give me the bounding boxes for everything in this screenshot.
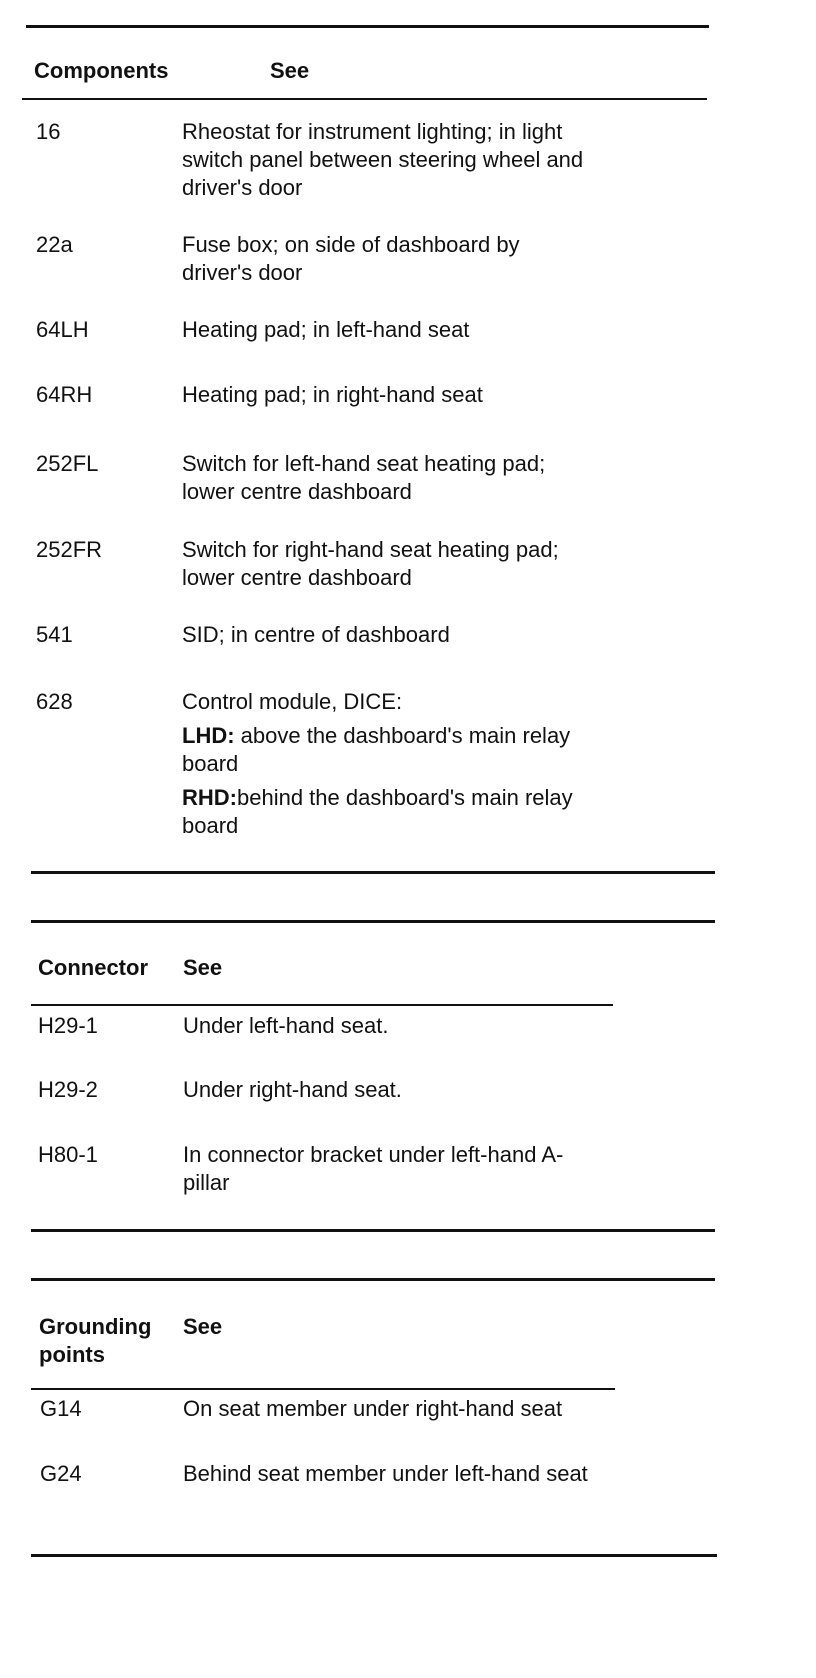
component-id: 64LH bbox=[36, 317, 89, 342]
connector-bottom-rule bbox=[31, 1229, 715, 1232]
location-line: Behind seat member under left-hand seat bbox=[183, 1461, 588, 1486]
location-line: Heating pad; in left-hand seat bbox=[182, 317, 470, 342]
component-location bbox=[182, 688, 662, 840]
grounding-id: G14 bbox=[40, 1396, 82, 1421]
location-line: Heating pad; in right-hand seat bbox=[182, 382, 483, 407]
grounding-header-rule bbox=[31, 1388, 615, 1390]
component-id: 252FR bbox=[36, 537, 103, 562]
grounding-top-rule bbox=[31, 1278, 715, 1281]
component-id: 16 bbox=[36, 119, 61, 144]
connector-header-rule bbox=[31, 1004, 613, 1006]
component-id: 22a bbox=[36, 232, 73, 257]
connector-top-rule bbox=[31, 920, 715, 923]
components-top-rule bbox=[26, 25, 709, 28]
grounding-location bbox=[183, 1460, 663, 1488]
location-line: board bbox=[182, 813, 239, 838]
lhd-text: above the dashboard's main relay bbox=[234, 723, 571, 748]
components-bottom-rule bbox=[31, 871, 715, 874]
component-location bbox=[182, 118, 662, 202]
rhd-line bbox=[182, 784, 662, 812]
component-location bbox=[182, 381, 662, 409]
connector-header-col1: Connector bbox=[38, 955, 148, 980]
lhd-label: LHD: bbox=[182, 723, 235, 748]
location-line: lower centre dashboard bbox=[182, 479, 412, 504]
location-line: pillar bbox=[183, 1170, 230, 1195]
location-line: Under right-hand seat. bbox=[183, 1077, 402, 1102]
connector-id: H29-2 bbox=[38, 1077, 98, 1102]
location-line: Control module, DICE: bbox=[182, 689, 403, 714]
location-line: board bbox=[182, 751, 239, 776]
grounding-header-col1-line1: Grounding bbox=[39, 1314, 152, 1339]
component-id: 541 bbox=[36, 622, 73, 647]
component-location bbox=[182, 450, 662, 506]
components-header-col1: Components bbox=[34, 58, 169, 83]
connector-header-col2: See bbox=[183, 955, 223, 980]
connector-id: H80-1 bbox=[38, 1142, 98, 1167]
component-id: 628 bbox=[36, 689, 73, 714]
component-location bbox=[182, 536, 662, 592]
grounding-bottom-rule bbox=[31, 1554, 717, 1557]
connector-location bbox=[183, 1141, 663, 1197]
component-id: 252FL bbox=[36, 451, 99, 476]
connector-id: H29-1 bbox=[38, 1013, 98, 1038]
connector-location bbox=[183, 1012, 663, 1040]
component-location bbox=[182, 231, 662, 287]
location-line: switch panel between steering wheel and bbox=[182, 147, 584, 172]
grounding-header-col1-line2: points bbox=[39, 1342, 105, 1367]
components-header-col2: See bbox=[270, 58, 310, 83]
component-location bbox=[182, 316, 662, 344]
components-header-rule bbox=[22, 98, 707, 100]
location-line: driver's door bbox=[182, 260, 303, 285]
location-line: Switch for left-hand seat heating pad; bbox=[182, 451, 546, 476]
rhd-text: behind the dashboard's main relay bbox=[237, 785, 573, 810]
location-line: driver's door bbox=[182, 175, 303, 200]
location-line: lower centre dashboard bbox=[182, 565, 412, 590]
lhd-line bbox=[182, 722, 662, 750]
location-line: SID; in centre of dashboard bbox=[182, 622, 450, 647]
rhd-label: RHD: bbox=[182, 785, 237, 810]
component-id: 64RH bbox=[36, 382, 93, 407]
location-line: Fuse box; on side of dashboard by bbox=[182, 232, 520, 257]
location-line: Rheostat for instrument lighting; in light bbox=[182, 119, 563, 144]
connector-location bbox=[183, 1076, 663, 1104]
location-line: Under left-hand seat. bbox=[183, 1013, 389, 1038]
grounding-id: G24 bbox=[40, 1461, 82, 1486]
location-line: Switch for right-hand seat heating pad; bbox=[182, 537, 559, 562]
component-location bbox=[182, 621, 662, 649]
grounding-header-col2: See bbox=[183, 1314, 223, 1339]
grounding-location bbox=[183, 1395, 663, 1423]
location-line: On seat member under right-hand seat bbox=[183, 1396, 563, 1421]
location-line: In connector bracket under left-hand A- bbox=[183, 1142, 564, 1167]
